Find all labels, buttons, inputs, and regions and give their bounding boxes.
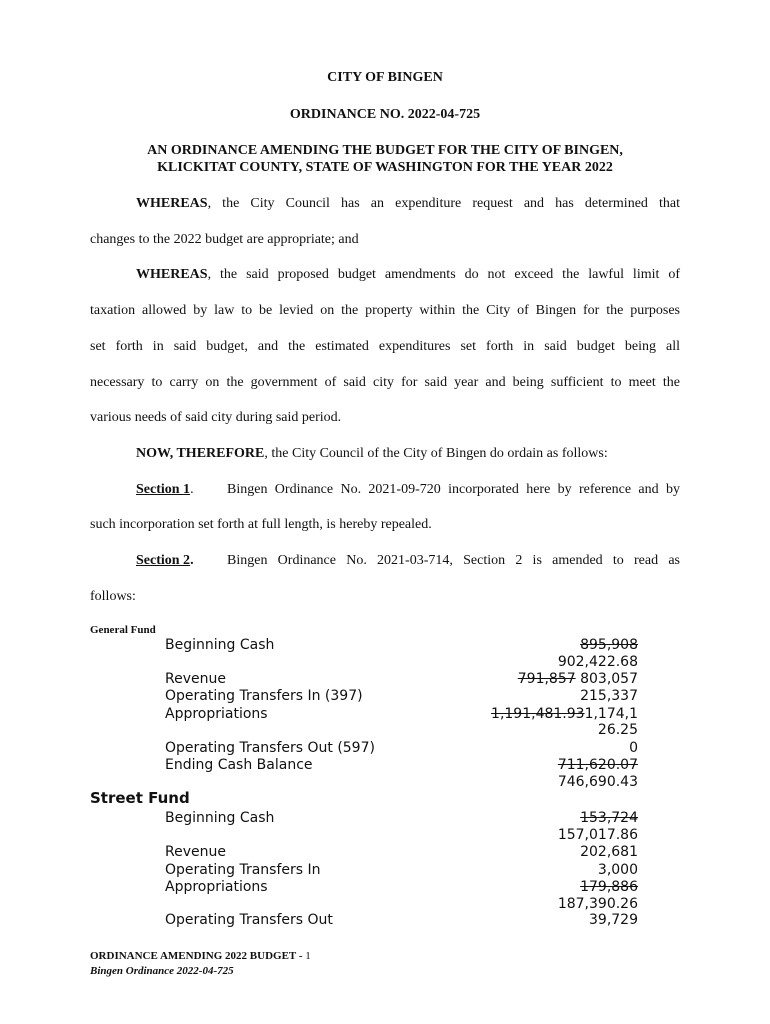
whereas-2-keyword: WHEREAS (136, 267, 208, 282)
section-1-text: Bingen Ordinance No. 2021-09-720 incorporated here by reference and by (227, 482, 680, 497)
page-number: 1 (305, 950, 311, 962)
gf-revenue-value (518, 671, 638, 687)
gf-appropriations-value (491, 706, 638, 722)
whereas-1-text: , the City Council has an expenditure request and has determined that (207, 196, 680, 211)
whereas-2-line-1 (136, 267, 680, 283)
gf-appropriations-new: 1,174,1 (584, 706, 638, 722)
whereas-2-line-5: various needs of said city during said period. (90, 410, 342, 425)
sf-appropriations-old: 179,886 (580, 879, 638, 895)
street-fund-title: Street Fund (90, 789, 190, 807)
sf-appropriations-new: 187,390.26 (557, 896, 638, 912)
ordinance-number: ORDINANCE NO. 2022-04-725 (289, 107, 481, 122)
sf-transfers-in-value: 3,000 (597, 862, 638, 878)
whereas-2-line-2: taxation allowed by law to be levied on the property within the City of Bingen for the purposes (90, 303, 680, 318)
sf-transfers-out-value: 39,729 (589, 912, 638, 928)
section-1-line-1 (136, 482, 680, 498)
section-2-line-2: follows: (90, 589, 136, 604)
gf-ending-cash-new: 746,690.43 (557, 774, 638, 790)
sf-transfers-in-label: Operating Transfers In (165, 862, 321, 878)
section-1-line-2: such incorporation set forth at full length, is hereby repealed. (90, 517, 432, 532)
sf-revenue-value: 202,681 (580, 844, 638, 860)
now-therefore-text: , the City Council of the City of Bingen do ordain as follows: (264, 446, 608, 461)
gf-ending-cash-label: Ending Cash Balance (165, 757, 313, 773)
section-2-label: Section 2 (136, 553, 191, 568)
sf-revenue-label: Revenue (165, 844, 226, 860)
gf-ending-cash-old: 711,620.07 (557, 757, 638, 773)
title-line-1: AN ORDINANCE AMENDING THE BUDGET FOR THE CITY OF BINGEN, (147, 143, 623, 158)
general-fund-title: General Fund (90, 624, 156, 636)
gf-appropriations-old: 1,191,481.93 (491, 706, 585, 722)
section-1-punct: . (190, 482, 194, 497)
section-2-text: Bingen Ordinance No. 2021-03-714, Section 2 is amended to read as (227, 553, 680, 568)
whereas-2-line-3: set forth in said budget, and the estimated expenditures set forth in said budget being all (90, 339, 680, 354)
title-line-2: KLICKITAT COUNTY, STATE OF WASHINGTON FOR THE YEAR 2022 (157, 160, 613, 175)
gf-beginning-cash-old: 895,908 (580, 637, 638, 653)
sf-beginning-cash-new: 157,017.86 (557, 827, 638, 843)
gf-transfers-in-label: Operating Transfers In (397) (165, 688, 363, 704)
footer-ordinance: Bingen Ordinance 2022-04-725 (90, 965, 234, 977)
now-therefore-line (136, 446, 680, 462)
section-1-label: Section 1 (136, 482, 191, 497)
whereas-1-keyword: WHEREAS (136, 196, 208, 211)
gf-appropriations-label: Appropriations (165, 706, 268, 722)
sf-beginning-cash-label: Beginning Cash (165, 810, 275, 826)
gf-beginning-cash-new: 902,422.68 (557, 654, 638, 670)
whereas-2-line-4: necessary to carry on the government of said city for said year and being sufficient to meet the (90, 375, 680, 390)
whereas-2-text: , the said proposed budget amendments do not exceed the lawful limit of (207, 267, 680, 282)
gf-revenue-label: Revenue (165, 671, 226, 687)
whereas-1-line-1 (136, 196, 680, 212)
sf-transfers-out-label: Operating Transfers Out (165, 912, 333, 928)
gf-transfers-out-label: Operating Transfers Out (597) (165, 740, 375, 756)
gf-appropriations-new-cont: 26.25 (597, 722, 638, 738)
sf-beginning-cash-old: 153,724 (580, 810, 638, 826)
gf-beginning-cash-label: Beginning Cash (165, 637, 275, 653)
gf-revenue-old: 791,857 (517, 671, 576, 687)
gf-revenue-new: 803,057 (575, 671, 638, 687)
gf-transfers-in-value: 215,337 (580, 688, 638, 704)
footer-title (90, 950, 311, 962)
section-2-line-1 (136, 553, 680, 569)
whereas-1-line-2: changes to the 2022 budget are appropriate; and (90, 232, 359, 247)
footer-title-text: ORDINANCE AMENDING 2022 BUDGET - (90, 950, 306, 962)
gf-transfers-out-value: 0 (629, 740, 638, 756)
section-2-punct: . (190, 553, 194, 568)
sf-appropriations-label: Appropriations (165, 879, 268, 895)
now-therefore-keyword: NOW, THEREFORE (136, 446, 265, 461)
city-heading: CITY OF BINGEN (327, 70, 443, 85)
